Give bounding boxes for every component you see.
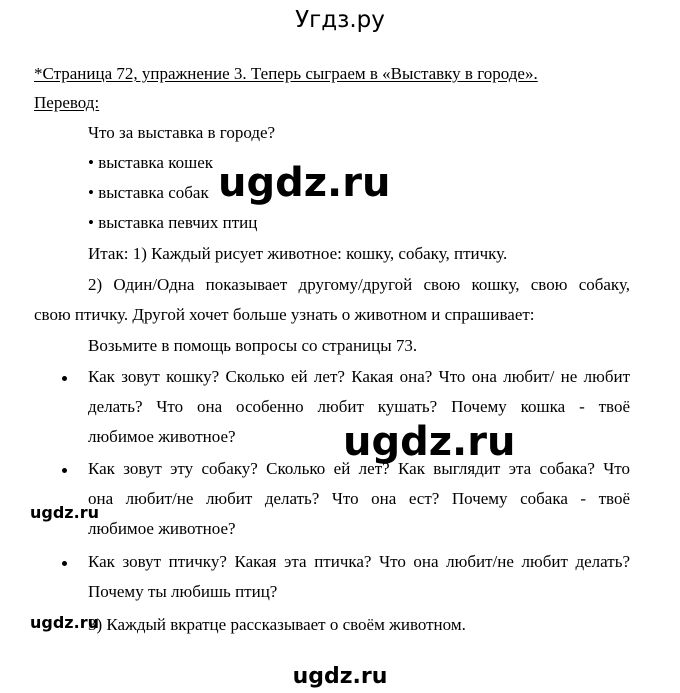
list-item: • выставка кошек [88,153,213,172]
bullet-icon [62,376,67,381]
watermark-footer: ugdz.ru [292,664,388,689]
exhibition-question: Что за выставка в городе? [88,123,276,142]
watermark: ugdz.ru [30,613,99,632]
bird-questions-line: Как зовут птичку? Какая эта птичка? Что она любит/не любит делать? [88,552,630,571]
site-title: Угдз.ру [295,7,385,33]
step-2-line-1: 2) Один/Одна показывает другому/другой свою кошку, свою собаку, [88,275,630,294]
dog-questions-line: она любит/не любит делать? Что она ест? Почему собака - твоё [88,489,630,508]
cat-questions-line: любимое животное? [88,427,236,446]
bullet-icon [62,561,67,566]
watermark: ugdz.ru [30,503,99,522]
step-3: 3) Каждый вкратце рассказывает о своём животном. [88,615,466,634]
bullet-icon [62,468,67,473]
watermark: ugdz.ru [218,160,391,206]
step-2-line-2: свою птичку. Другой хочет больше узнать о животном и спрашивает: [34,305,535,324]
help-note: Возьмите в помощь вопросы со страницы 73. [88,336,418,355]
cat-questions-line: делать? Что она особенно любит кушать? Почему кошка - твоё [88,397,630,416]
dog-questions-line: любимое животное? [88,519,236,538]
exercise-heading: *Страница 72, упражнение 3. Теперь сыграем в «Выставку в городе». [34,64,538,83]
watermark: ugdz.ru [343,419,516,465]
bird-questions-line: Почему ты любишь птиц? [88,582,278,601]
translation-label: Перевод: [34,93,100,112]
cat-questions-line: Как зовут кошку? Сколько ей лет? Какая она? Что она любит/ не любит [88,367,630,386]
dog-questions-line: Как зовут эту собаку? Сколько ей лет? Как выглядит эта собака? Что [88,459,630,478]
list-item: • выставка собак [88,183,209,202]
step-1: Итак: 1) Каждый рисует животное: кошку, собаку, птичку. [88,244,508,263]
list-item: • выставка певчих птиц [88,213,258,232]
